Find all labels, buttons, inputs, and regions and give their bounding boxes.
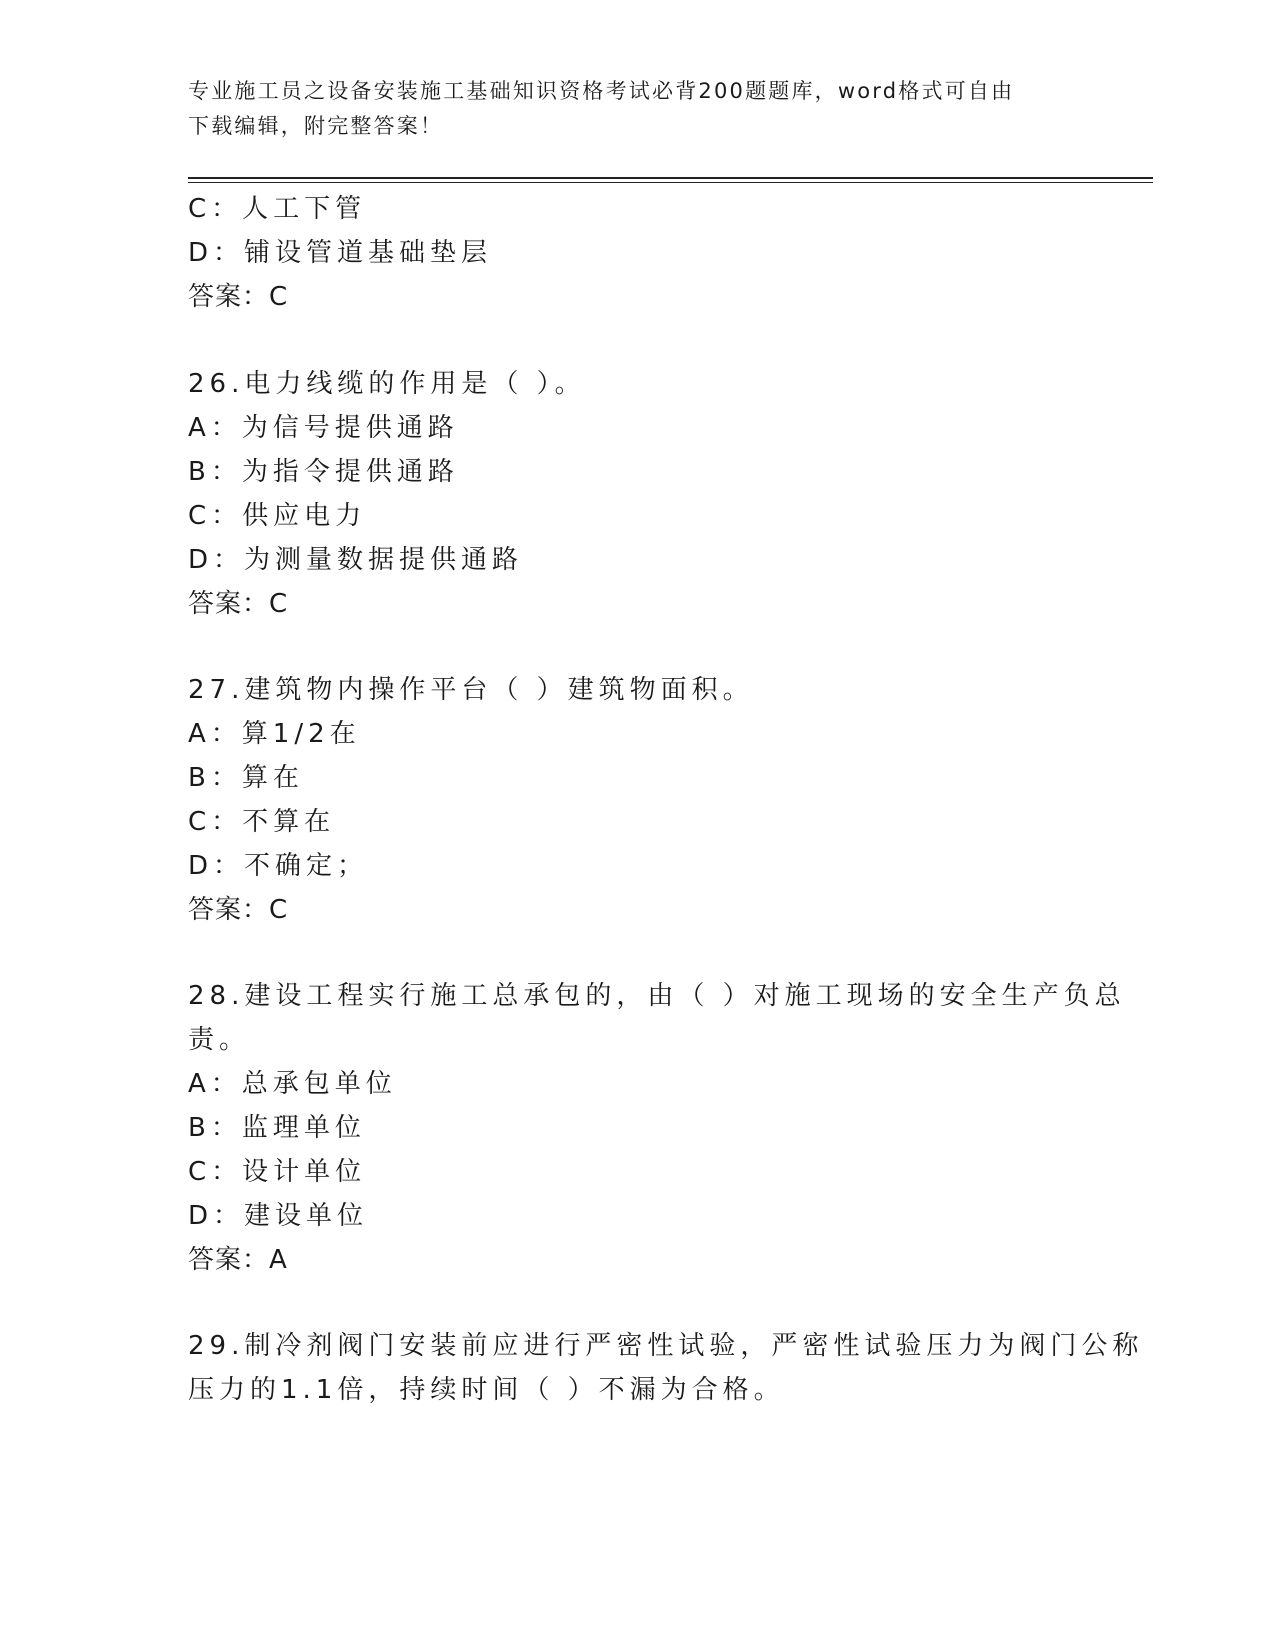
q26-option-a: A：为信号提供通路 <box>188 413 459 443</box>
q29-question-line-1: 29.制冷剂阀门安装前应进行严密性试验，严密性试验压力为阀门公称 <box>188 1331 1144 1361</box>
q27-option-c: C：不算在 <box>188 807 336 837</box>
q29-question-line-2: 压力的1.1倍，持续时间（ ）不漏为合格。 <box>188 1375 785 1405</box>
q28-answer: 答案：A <box>188 1245 288 1275</box>
document-header <box>188 74 1088 144</box>
q26-answer: 答案：C <box>188 589 289 619</box>
q28-option-b: B：监理单位 <box>188 1113 366 1143</box>
q27-answer: 答案：C <box>188 895 289 925</box>
q26-option-b: B：为指令提供通路 <box>188 457 459 487</box>
q28-question-line-2: 责。 <box>188 1025 251 1055</box>
q27-question: 27.建筑物内操作平台（ ）建筑物面积。 <box>188 675 754 705</box>
q27-option-a: A：算1/2在 <box>188 719 361 749</box>
q28-question-line-1: 28.建设工程实行施工总承包的，由（ ）对施工现场的安全生产负总 <box>188 981 1126 1011</box>
header-divider-thick <box>188 177 1153 179</box>
header-line-2: 下载编辑，附完整答案！ <box>188 114 444 138</box>
q26-option-d: D：为测量数据提供通路 <box>188 545 524 575</box>
q25-answer: 答案：C <box>188 282 289 312</box>
q25-option-d: D：铺设管道基础垫层 <box>188 238 493 268</box>
q27-option-d: D：不确定； <box>188 851 369 881</box>
q28-option-a: A：总承包单位 <box>188 1069 397 1099</box>
q28-option-d: D：建设单位 <box>188 1201 369 1231</box>
header-divider-thin <box>188 182 1153 183</box>
header-line-1: 专业施工员之设备安装施工基础知识资格考试必背200题题库，word格式可自由 <box>188 79 1015 103</box>
q25-option-c: C：人工下管 <box>188 194 367 224</box>
q27-option-b: B：算在 <box>188 763 304 793</box>
q26-option-c: C：供应电力 <box>188 501 367 531</box>
q26-question: 26.电力线缆的作用是（ ）。 <box>188 369 586 399</box>
q28-option-c: C：设计单位 <box>188 1157 367 1187</box>
